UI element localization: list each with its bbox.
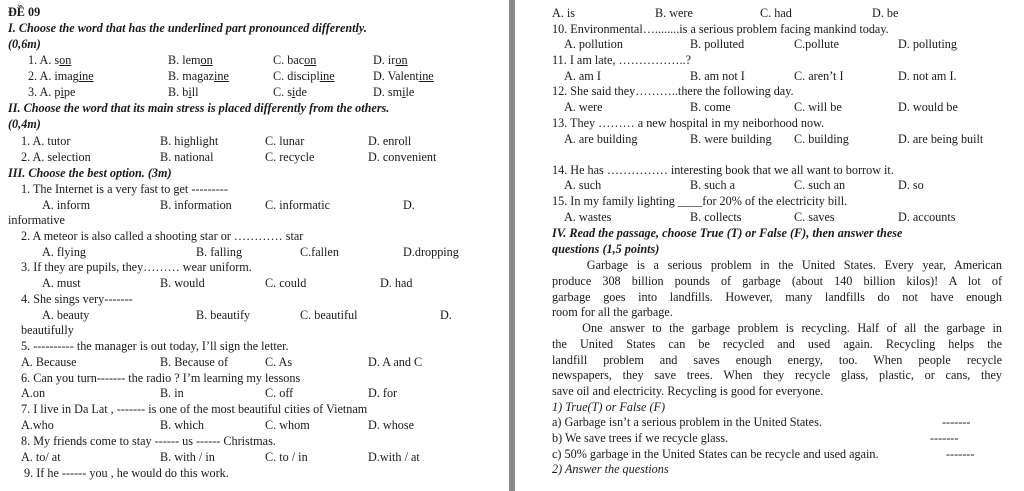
true-false-heading: 1) True(T) or False (F) [552,400,666,414]
passage-line: the United States can be recycled and used again. Recycling helps the [552,337,1002,351]
section-4-heading: IV. Read the passage, choose True (T) or False (F), then answer these [552,226,903,240]
section-2-heading: II. Choose the word that its main stress is placed differently from the others. [8,101,390,115]
passage-line: save oil and electricity. Recycling is good for everyone. [552,384,824,398]
passage-line: Garbage is a serious problem in the United States. Every year, American [552,258,1002,272]
passage-line: landfill problem and saves enough energy, too. When people recycle [552,353,1002,367]
passage-line: garbage goes into landfills. However, many landfills do not have enough [552,290,1002,304]
passage-line: produce 308 billion pounds of garbage (about 140 billion kilos)! A lot of [552,274,1002,288]
passage-line: One answer to the garbage problem is recycling. Half of all the garbage in [552,321,1002,335]
section-1-points: (0,6m) [8,37,41,51]
right-page: A. is B. were C. had D. be 10. Environmental…........is a serious problem facing mankind today. A. pollution B. polluted C.pollute D. polluting 11. I am late, ……………..? A. am I B. am not I C. aren’t I D. not am I. 12. She said they………..there the following day. A. were B. come C. will be D. would be 13. They ……… a new hospital in my neiborhood now. A. are building B. were building C. building D. are being built 14. He has …………… interesting book that we all want to borrow it. A. such B. such a C. such an D. so 15. In my family lighting ____for 20% of the electricity bill. A. wastes B. collects C. saves D. accounts IV. Read the passage, choose True (T) or False (F), then answer these questions (1,5 points) Garbage is a serious problem in the United States. Every year, American produce 308 billion pounds of garbage (about 140 billion kilos)! A lot of garbage goes into landfills. However, many landfills do not have enough room for all the garbage. One answer to the garbage problem is recycling. Half of all the garbage in the United States can be recycled and used again. Recycling helps the landfill problem and saves enough energy, too. When people recycle newspapers, they save trees. When they recycle glass, plastic, or cans, they save oil and electricity. Recycling is good for everyone. 1) True(T) or False (F) a) Garbage isn’t a serious problem in the United States. ------- b) We save trees if we recycle glass. ------- c) 50% garbage in the United States can be recycle and used again. ------- 2) Answer the questions [516,0,1024,491]
exam-title: ĐỀ 09 [8,5,41,19]
left-page: ĐỀ 09 I. Choose the word that has the underlined part pronounced differently. (0,6m) 1. A. son B. lemon C. bacon D. iron 2. A. imagine B. magazine C. discipline D. Valentine 3. A. pipe B. bill C. side D. smile II. Choose the word that its main stress is placed differently from the others. (0,4m) 1. A. tutor B. highlight C. lunar D. enroll 2. A. selection B. national C. recycle D. convenient III. Choose the best option. (3m) 1. The Internet is a very fast to get --------- A. inform B. information C. informatic D. informative 2. A meteor is also called a shooting star or ………… star A. flying B. falling C.fallen D.dropping 3. If they are pupils, they……… wear uniform. A. must B. would C. could D. had 4. She sings very------- A. beauty B. beautify C. beautiful D. beautifully 5. ---------- the manager is out today, I’ll sign the letter. A. Because B. Because of C. As D. A and C 6. Can you turn------- the radio ? I’m learning my lessons A.on B. in C. off D. for 7. I live in Da Lat , ------- is one of the most beautiful cities of Vietnam A.who B. which C. whom D. whose 8. My friends come to stay ------ us ------ Christmas. A. to/ at B. with / in C. to / in D.with / at 9. If he ------ you , he would do this work. [0,0,508,491]
passage-line: newspapers, they save trees. When they recycle glass, plastic, or cans, they [552,368,1002,382]
section-1-heading: I. Choose the word that has the underlined part pronounced differently. [8,21,367,35]
page-divider [509,0,515,491]
passage-line: room for all the garbage. [552,305,673,319]
answer-questions-heading: 2) Answer the questions [552,462,669,476]
section-4-heading-cont: questions (1,5 points) [552,242,660,256]
section-2-points: (0,4m) [8,117,41,131]
section-3-heading: III. Choose the best option. (3m) [8,166,172,180]
mc-question-9: 9. If he ------ you , he would do this work. [21,466,229,480]
